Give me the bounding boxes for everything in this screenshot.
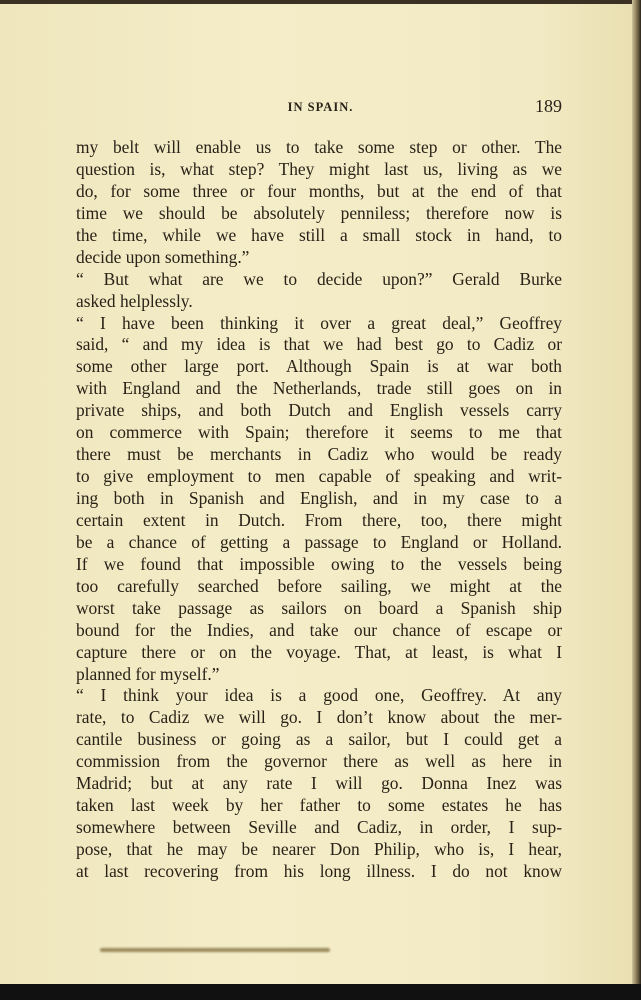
text-line: Madrid; but at any rate I will go. Donna Inez was	[76, 773, 562, 794]
text-line: “ I have been thinking it over a great deal,” Geoffrey	[76, 312, 562, 333]
text-line: bound for the Indies, and take our chance of escape or	[76, 619, 562, 640]
text-line: question is, what step? They might last us, living as we	[76, 158, 562, 179]
text-line: the time, while we have still a small stock in hand, to	[76, 224, 562, 245]
text-line: on commerce with Spain; therefore it seems to me that	[76, 422, 562, 443]
text-line: rate, to Cadiz we will go. I don’t know about the mer-	[76, 707, 562, 728]
text-line: commission from the governor there as well as here in	[76, 751, 562, 772]
text-line: cantile business or going as a sailor, but I could get a	[76, 729, 562, 750]
text-line: pose, that he may be nearer Don Philip, who is, I hear,	[76, 839, 562, 859]
text-line: said, “ and my idea is that we had best go to Cadiz or	[76, 334, 562, 355]
text-line: worst take passage as sailors on board a Spanish ship	[76, 597, 562, 618]
text-line: “ I think your idea is a good one, Geoffrey. At any	[76, 685, 562, 706]
text-line: there must be merchants in Cadiz who would be ready	[76, 444, 562, 465]
text-line: to give employment to men capable of speaking and writ-	[76, 466, 562, 487]
text-line: capture there or on the voyage. That, at least, is what I	[76, 641, 562, 662]
running-title: IN SPAIN.	[287, 100, 354, 114]
text-line: planned for myself.”	[76, 663, 220, 684]
text-line: some other large port. Although Spain is at war both	[76, 356, 562, 377]
text-line: asked helplessly.	[76, 290, 193, 311]
text-line: decide upon something.”	[76, 246, 250, 267]
text-line: certain extent in Dutch. From there, too, there might	[76, 509, 562, 530]
text-line: my belt will enable us to take some step or other. The	[76, 137, 562, 157]
scan-bottom-border	[0, 984, 641, 1000]
text-line: somewhere between Seville and Cadiz, in order, I sup-	[76, 817, 562, 838]
text-line: be a chance of getting a passage to England or Holland.	[76, 531, 562, 552]
text-line: at last recovering from his long illness. I do not know	[76, 860, 562, 881]
page-number: 189	[535, 96, 562, 116]
text-line: If we found that impossible owing to the vessels being	[76, 553, 562, 574]
text-line: do, for some three or four months, but at the end of that	[76, 180, 562, 201]
page-edge	[632, 0, 641, 1000]
body-text	[76, 137, 562, 883]
text-line: with England and the Netherlands, trade still goes on in	[76, 378, 562, 399]
text-line: taken last week by her father to some estates he has	[76, 795, 562, 816]
scan-shadow	[100, 948, 330, 952]
text-line: “ But what are we to decide upon?” Gerald Burke	[76, 268, 562, 289]
text-line: private ships, and both Dutch and English vessels carry	[76, 400, 562, 421]
text-line: time we should be absolutely penniless; therefore now is	[76, 202, 562, 223]
text-line: ing both in Spanish and English, and in my case to a	[76, 488, 562, 508]
running-header	[0, 96, 641, 120]
text-line: too carefully searched before sailing, we might at the	[76, 575, 562, 596]
